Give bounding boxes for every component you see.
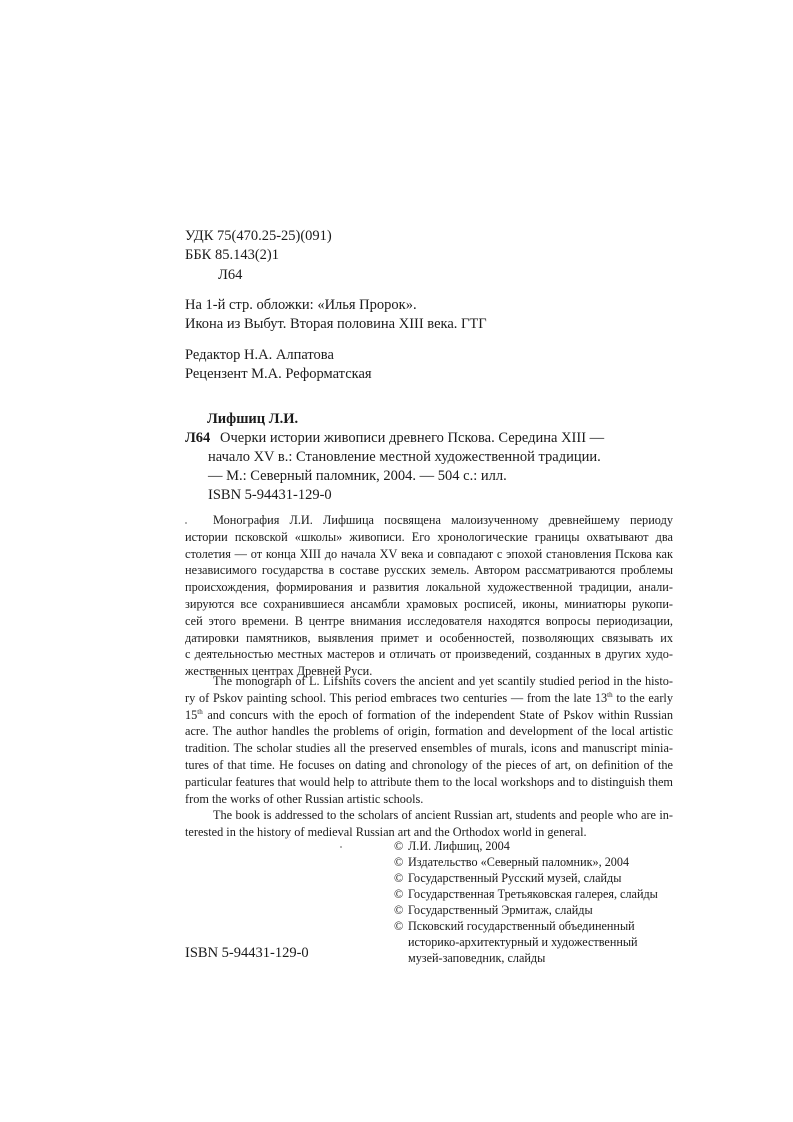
- annotation-ru-line: независимого государства в составе русских земель. Автором рассматриваются проблемы: [185, 563, 673, 578]
- copyright-text-line: Псковский государственный объединенный: [408, 919, 635, 933]
- copyright-item: [394, 854, 658, 870]
- bib-imprint: — М.: Северный паломник, 2004. — 504 с.: илл.: [208, 468, 507, 484]
- bbk-code: ББК 85.143(2)1: [185, 247, 279, 263]
- annotation-ru-line: сей этого времени. В центре внимания исследователя находятся вопросы периодизации,: [185, 613, 673, 628]
- annotation-en-line: 15th and concurs with the epoch of formation of the independent State of Pskov within Russian: [185, 707, 673, 722]
- bib-mark: Л64: [185, 430, 211, 446]
- annotation-ru-line: с деятельностью местных мастеров и отличать от произведений, созданных в других худо-: [185, 647, 673, 662]
- copyright-text-line: Л.И. Лифшиц, 2004: [408, 839, 510, 853]
- annotation-en-line: tures of that time. He focuses on dating and chronology of the pieces of art, on definition of the: [185, 757, 673, 772]
- reviewer-credit: Рецензент М.А. Реформатская: [185, 366, 372, 382]
- annotation-en-line: ry of Pskov painting school. This period embraces two centuries — from the late 13th to the early: [185, 690, 673, 705]
- copyright-text-line: Государственный Русский музей, слайды: [408, 871, 622, 885]
- bib-isbn: ISBN 5-94431-129-0: [208, 487, 332, 503]
- annotation-en-line: The monograph of L. Lifshits covers the ancient and yet scantily studied period in the histo-: [213, 674, 673, 688]
- author-mark: Л64: [218, 267, 243, 283]
- copyright-symbol: ©: [394, 903, 404, 917]
- copyright-text: [408, 918, 638, 966]
- annotation-en-line: tradition. The scholar studies all the preserved ensembles of murals, icons and manuscript minia-: [185, 741, 673, 756]
- copyright-symbol: ©: [394, 919, 404, 933]
- annotation-en-line: acre. The author handles the problems of origin, formation and development of the local artistic: [185, 724, 673, 739]
- annotation-en-line: terested in the history of medieval Russian art and the Orthodox world in general.: [185, 825, 587, 840]
- copyright-text-line: историко-архитектурный и художественный: [408, 935, 638, 949]
- cover-note-line-2: Икона из Выбут. Вторая половина XIII века. ГТГ: [185, 316, 487, 332]
- copyright-text-line: Издательство «Северный паломник», 2004: [408, 855, 630, 869]
- annotation-en-line: particular features that would help to attribute them to the local workshops and to distinguish them: [185, 774, 673, 789]
- copyright-item: [394, 838, 658, 854]
- copyright-text: [408, 870, 621, 886]
- annotation-ru-line: истории псковской «школы» живописи. Его хронологические границы охватывают два: [185, 529, 673, 544]
- cover-note-line-1: На 1-й стр. обложки: «Илья Пророк».: [185, 297, 417, 313]
- copyright-text: [408, 886, 658, 902]
- copyright-text-line: Государственный Эрмитаж, слайды: [408, 903, 593, 917]
- annotation-ru-line: столетия — от конца XIII до начала XV века и совпадают с эпохой становления Пскова как: [185, 546, 673, 561]
- annotation-ru-line: жественных центрах Древней Руси.: [185, 664, 373, 679]
- bib-title-line-2: начало XV в.: Становление местной художественной традиции.: [208, 449, 601, 465]
- copyright-symbol: ©: [394, 855, 404, 869]
- scan-speck: [185, 522, 187, 524]
- copyright-item: [394, 902, 658, 918]
- udk-code: УДК 75(470.25-25)(091): [185, 228, 332, 244]
- annotation-ru: [185, 512, 673, 680]
- bib-title-line-1: Очерки истории живописи древнего Пскова. Середина XIII —: [220, 430, 605, 446]
- copyright-item: [394, 870, 658, 886]
- copyright-symbol: ©: [394, 839, 404, 853]
- scan-speck: [340, 846, 342, 848]
- annotation-ru-line: датировки памятников, выявления примет и особенностей, позволяющих связывать их: [185, 630, 673, 645]
- annotation-en-line: The book is addressed to the scholars of ancient Russian art, students and people who are in-: [213, 808, 673, 823]
- copyright-symbol: ©: [394, 871, 404, 885]
- copyright-text: [408, 902, 593, 918]
- copyright-text-line: музей-заповедник, слайды: [408, 951, 546, 965]
- copyright-text-line: Государственная Третьяковская галерея, слайды: [408, 887, 658, 901]
- annotation-en-line: from the works of other Russian artistic schools.: [185, 791, 424, 806]
- copyright-list: [394, 838, 658, 966]
- annotation-ru-line: Монография Л.И. Лифшица посвящена малоизученному древнейшему периоду: [213, 513, 673, 527]
- copyright-item: [394, 886, 658, 902]
- annotation-en: [185, 673, 673, 841]
- editor-credit: Редактор Н.А. Алпатова: [185, 347, 334, 363]
- copyright-symbol: ©: [394, 887, 404, 901]
- annotation-ru-line: зируются все сохранившиеся ансамбли храмовых росписей, иконы, миниатюры рукопи-: [185, 596, 673, 611]
- copyright-item: [394, 918, 658, 966]
- isbn-footer: ISBN 5-94431-129-0: [185, 945, 309, 961]
- copyright-text: [408, 854, 629, 870]
- copyright-text: [408, 838, 510, 854]
- annotation-ru-line: происхождения, формирования и развития локальной художественной традиции, анали-: [185, 580, 673, 595]
- bib-author: Лифшиц Л.И.: [207, 411, 299, 427]
